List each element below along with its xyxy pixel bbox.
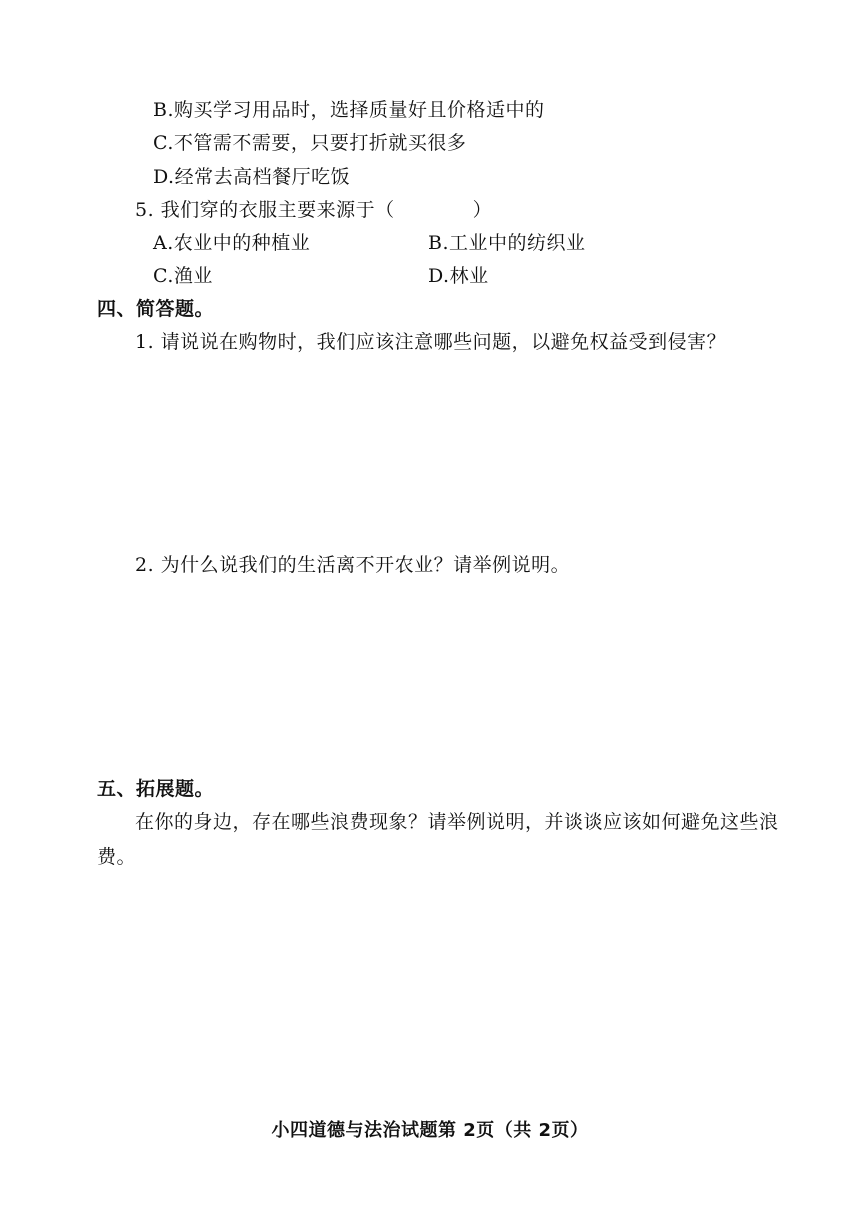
- q5-option-c: C.渔业: [153, 265, 213, 287]
- q5-option-d: D.林业: [428, 265, 489, 287]
- q4-option-d: D.经常去高档餐厅吃饭: [153, 166, 351, 188]
- section-5-heading: 五、拓展题。: [97, 778, 215, 800]
- q5-option-a: A.农业中的种植业: [153, 232, 311, 254]
- section-4-heading: 四、简答题。: [97, 298, 215, 320]
- q5-option-b: B.工业中的纺织业: [428, 232, 586, 254]
- q5-stem: 5. 我们穿的衣服主要来源于（ ）: [135, 199, 493, 221]
- q4-option-c: C.不管需不需要，只要打折就买很多: [153, 132, 467, 154]
- q4-option-b: B.购买学习用品时，选择质量好且价格适中的: [153, 99, 545, 121]
- section-5-prompt-line-2: 费。: [97, 846, 137, 868]
- section-4-question-1: 1. 请说说在购物时，我们应该注意哪些问题，以避免权益受到侵害？: [135, 331, 727, 353]
- page-footer: 小四道德与法治试题第 2页（共 2页）: [271, 1120, 589, 1141]
- section-5-prompt-line-1: 在你的身边，存在哪些浪费现象？请举例说明，并谈谈应该如何避免这些浪: [135, 811, 779, 833]
- section-4-question-2: 2. 为什么说我们的生活离不开农业？请举例说明。: [135, 554, 571, 576]
